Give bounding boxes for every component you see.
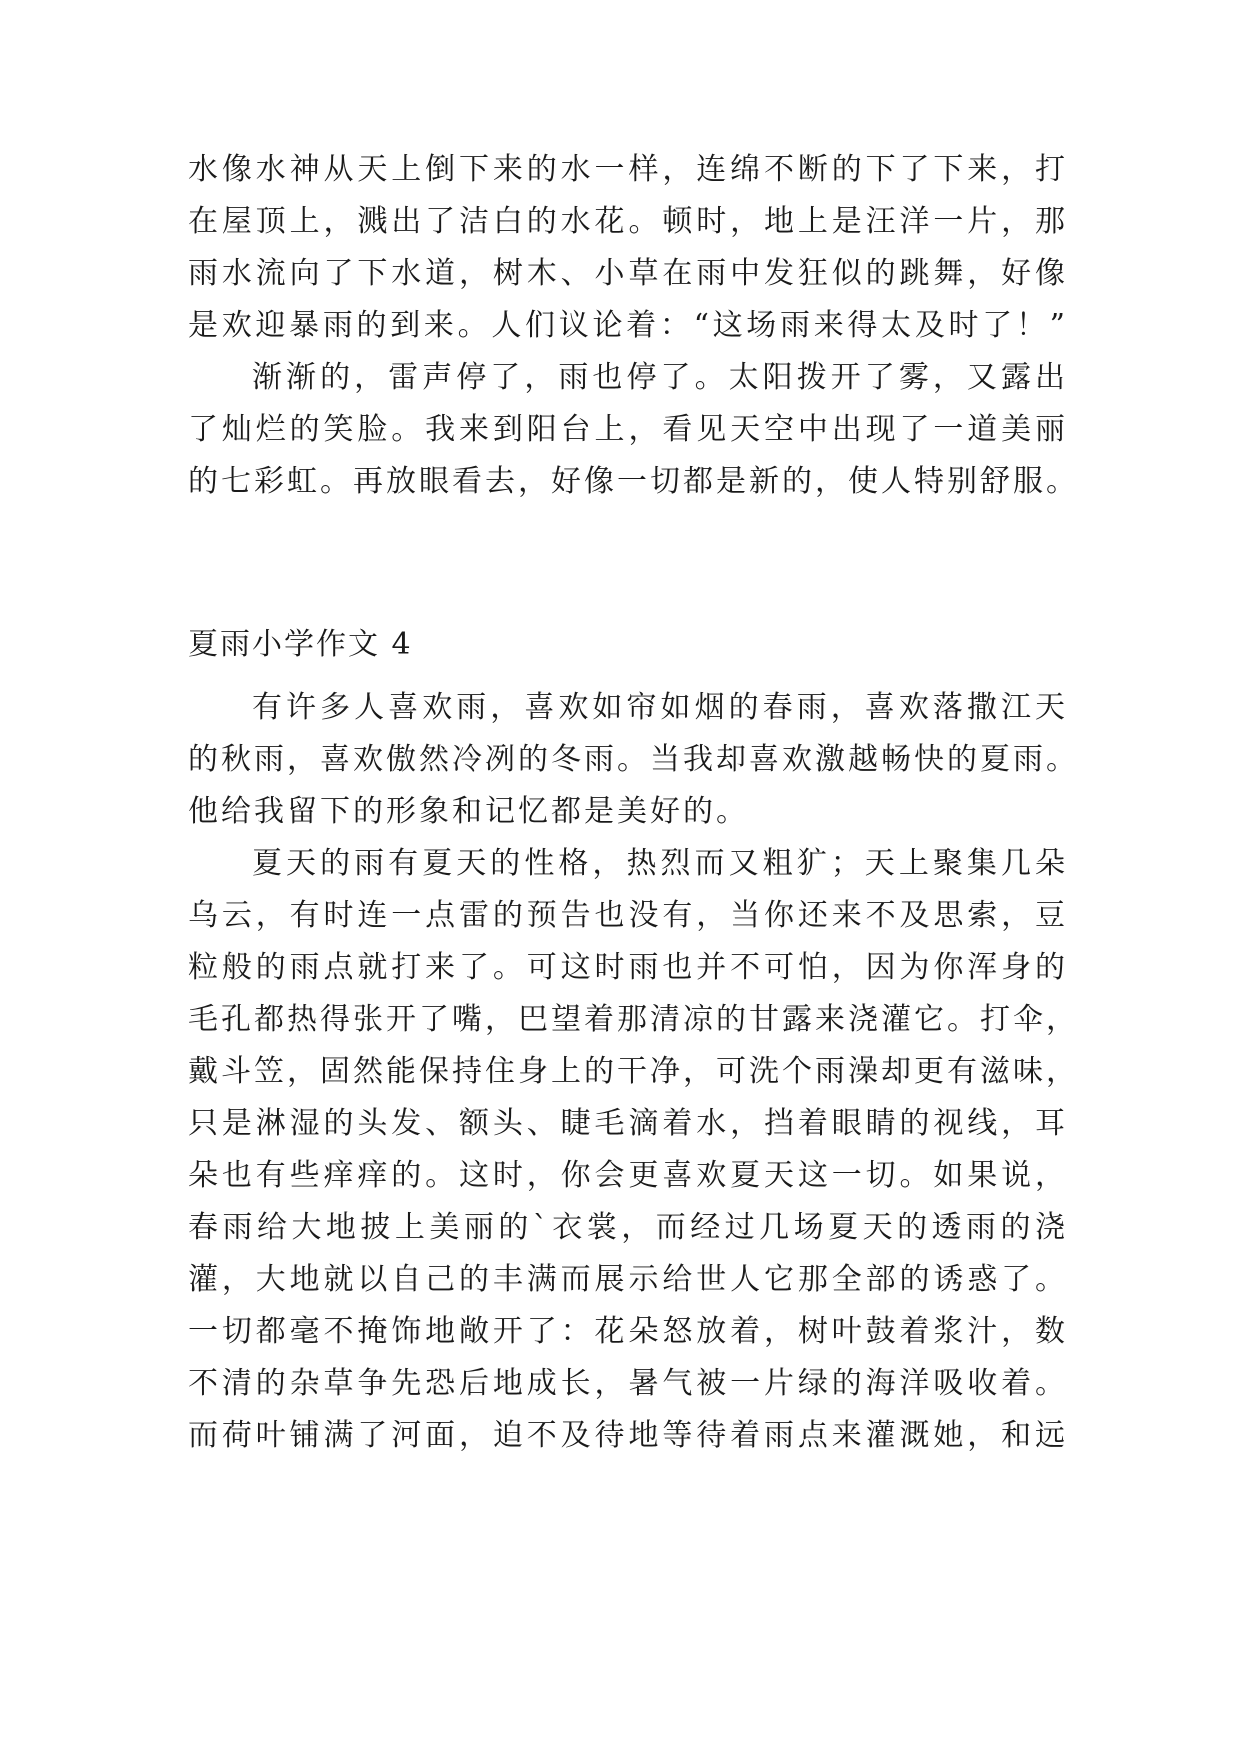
paragraph-line: 粒般的雨点就打来了。可这时雨也并不可怕，因为你浑身的 [188,950,1068,985]
paragraph-line: 不清的杂草争先恐后地成长，暑气被一片绿的海洋吸收着。 [188,1366,1068,1401]
paragraph-line: 的秋雨，喜欢傲然冷冽的冬雨。当我却喜欢激越畅快的夏雨。 [188,742,1079,777]
paragraph-line: 而荷叶铺满了河面，迫不及待地等待着雨点来灌溉她，和远 [188,1418,1068,1453]
essay-4-body-block [188,682,1079,1462]
paragraph-line: 乌云，有时连一点雷的预告也没有，当你还来不及思索，豆 [188,898,1068,933]
paragraph-line: 夏天的雨有夏天的性格，热烈而又粗犷；天上聚集几朵 [252,846,1068,881]
paragraph-line: 一切都毫不掩饰地敞开了：花朵怒放着，树叶鼓着浆汁，数 [188,1314,1068,1349]
paragraph-line: 在屋顶上，溅出了洁白的水花。顿时，地上是汪洋一片，那 [188,204,1068,239]
paragraph-line: 雨水流向了下水道，树木、小草在雨中发狂似的跳舞，好像 [188,256,1068,291]
paragraph-line: 有许多人喜欢雨，喜欢如帘如烟的春雨，喜欢落撒江天 [252,690,1068,725]
paragraph-line: 灌，大地就以自己的丰满而展示给世人它那全部的诱惑了。 [188,1262,1068,1297]
paragraph-line: 是欢迎暴雨的到来。人们议论着：“这场雨来得太及时了！” [188,308,1068,343]
paragraph-line: 朵也有些痒痒的。这时，你会更喜欢夏天这一切。如果说， [188,1158,1068,1193]
paragraph-line: 的七彩虹。再放眼看去，好像一切都是新的，使人特别舒服。 [188,464,1079,499]
paragraph-line: 戴斗笠，固然能保持住身上的干净，可洗个雨澡却更有滋味， [188,1054,1079,1089]
essay-continuation-block [188,144,1079,508]
paragraph-line: 渐渐的，雷声停了，雨也停了。太阳拨开了雾，又露出 [252,360,1068,395]
paragraph-line: 了灿烂的笑脸。我来到阳台上，看见天空中出现了一道美丽 [188,412,1068,447]
paragraph-line: 毛孔都热得张开了嘴，巴望着那清凉的甘露来浇灌它。打伞， [188,1002,1079,1037]
section-title: 夏雨小学作文 4 [188,627,413,662]
paragraph-line: 春雨给大地披上美丽的`衣裳，而经过几场夏天的透雨的浇 [188,1210,1068,1245]
paragraph-line: 他给我留下的形象和记忆都是美好的。 [188,794,749,829]
paragraph-line: 只是淋湿的头发、额头、睫毛滴着水，挡着眼睛的视线，耳 [188,1106,1068,1141]
paragraph-line: 水像水神从天上倒下来的水一样，连绵不断的下了下来，打 [188,152,1068,187]
